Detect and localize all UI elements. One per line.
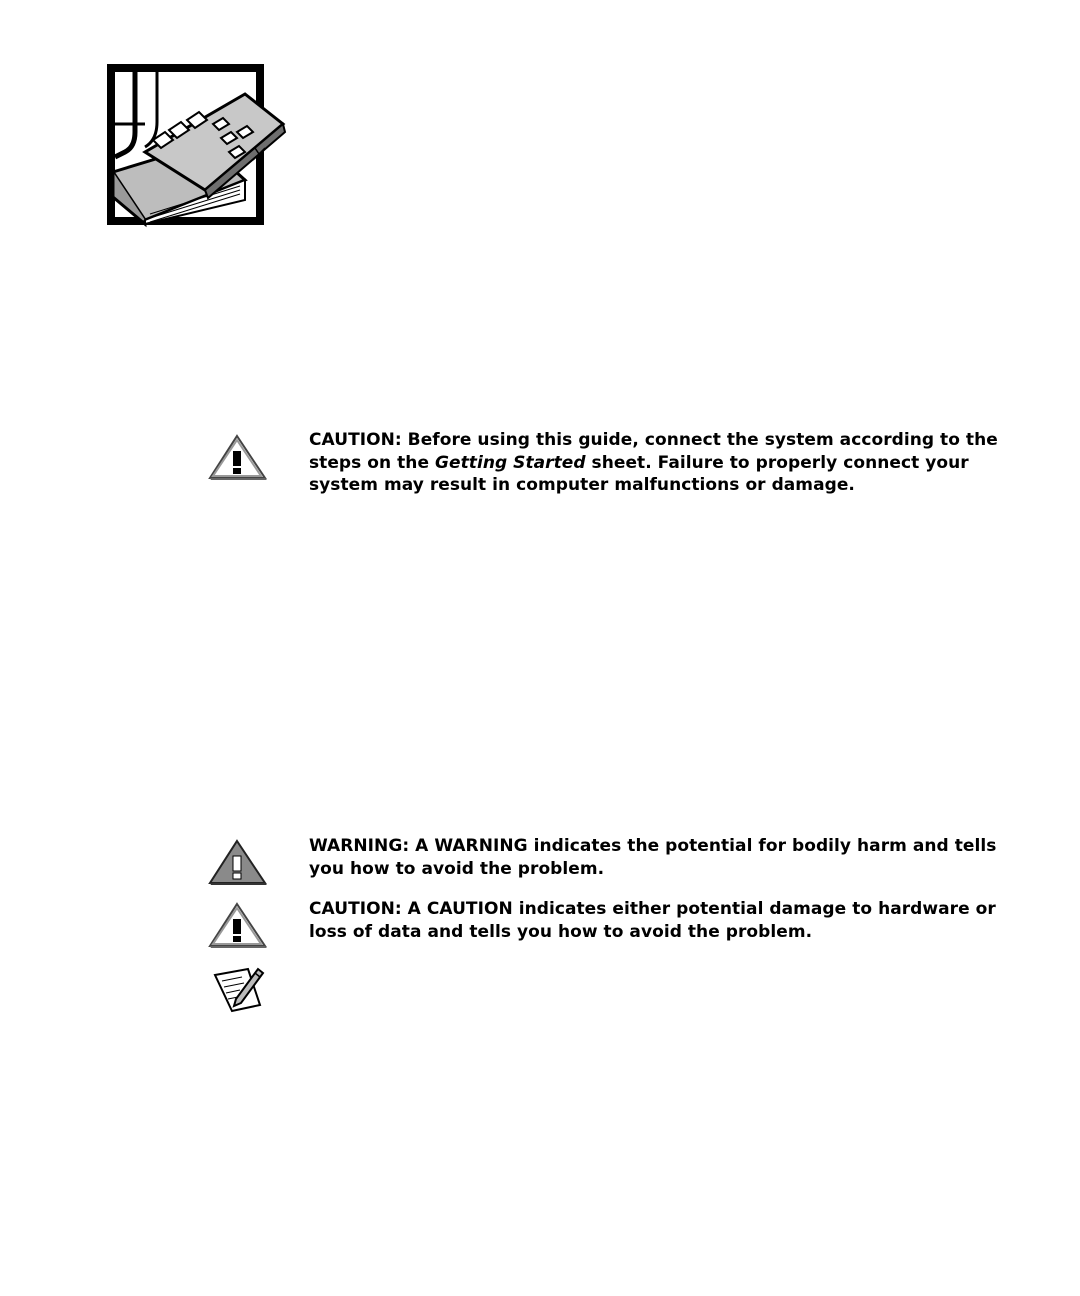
note-pencil-icon xyxy=(212,965,268,1015)
warning-body: A WARNING indicates the potential for bodily harm and tells you how to avoid the problem. xyxy=(309,836,997,879)
intro-caution-text xyxy=(309,429,999,497)
caution-triangle-icon xyxy=(208,433,268,481)
caution-body: A CAUTION indicates either potential damage to hardware or loss of data and tells you how to avoid the problem. xyxy=(309,899,996,942)
intro-caution-label: CAUTION: xyxy=(309,430,402,450)
warning-triangle-icon xyxy=(208,838,268,886)
caution-label: CAUTION: xyxy=(309,899,402,919)
warning-label: WARNING: xyxy=(309,836,410,856)
chapter-illustration-icon xyxy=(105,62,287,228)
getting-started-emphasis: Getting Started xyxy=(435,452,586,473)
caution-convention-text xyxy=(309,898,999,943)
warning-convention-text xyxy=(309,835,999,880)
intro-caution-body-start: Before using this guide, connect the system according to the steps on the xyxy=(309,430,998,473)
intro-caution-body-end: sheet. Failure to properly connect your system may result in computer malfunctions or damage. xyxy=(309,452,969,495)
caution-triangle-icon xyxy=(208,901,268,949)
